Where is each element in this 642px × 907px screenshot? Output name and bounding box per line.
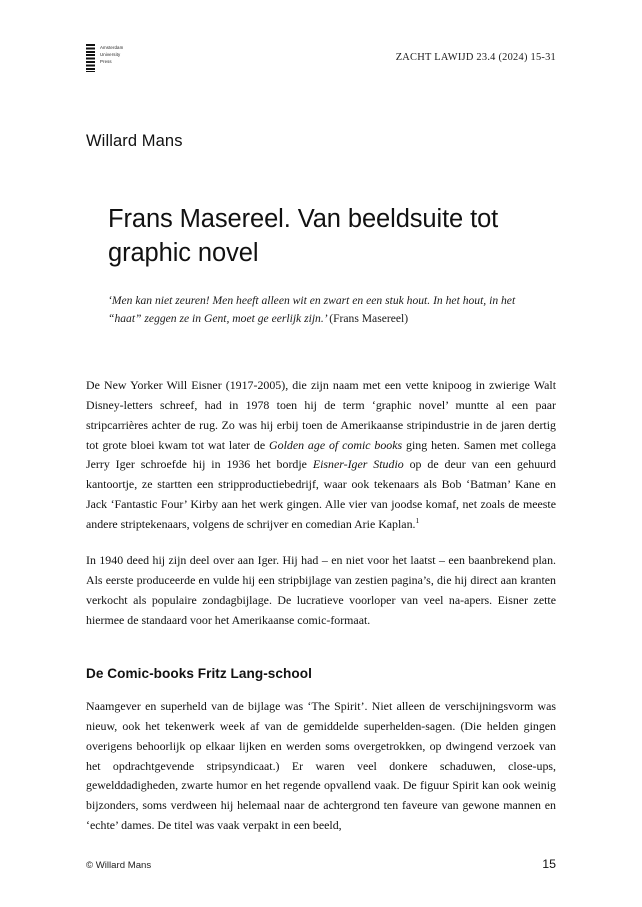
epigraph: ‘Men kan niet zeuren! Men heeft alleen wit en zwart en een stuk hout. In het hout, in het “haat” zeggen ze in Gent, moet ge eerlijk zijn.’ (Frans Masereel) bbox=[108, 294, 516, 326]
copyright-notice: © Willard Mans bbox=[86, 860, 152, 871]
body-paragraph-2: In 1940 deed hij zijn deel over aan Iger. Hij had – en niet voor het laatst – een baanbrekend plan. Als eerste produceerde en vulde hij een stripbijlage van zestien pagina’s, die hij direct aan kranten verkocht als populaire zondagbijlage. De lucratieve voorloper van veel na-apers. Eisner zette hiermee de standaard voor het Amerikaanse comic-formaat. bbox=[86, 553, 556, 627]
publisher-name bbox=[100, 44, 123, 65]
publisher-line-3: Press bbox=[100, 58, 112, 64]
footnote-marker: 1 bbox=[415, 515, 420, 525]
amsterdam-university-press-logo-icon bbox=[86, 44, 95, 72]
publisher-line-2: University bbox=[100, 51, 121, 57]
page-header bbox=[86, 44, 556, 84]
article-author: Willard Mans bbox=[86, 132, 183, 150]
article-content bbox=[86, 132, 556, 853]
paragraph-1-text: De New Yorker Will Eisner (1917-2005), die zijn naam met een vette knipoog in zwierige Walt Disney-letters schreef, had in 1978 toen hij de term ‘graphic novel’ muntte al een paar stripcarrières achter de rug. Zo was hij erbij toen de Amerikaanse stripindustrie in de jaren dertig tot grote bloei kwam tot wat later de Golden age of comic books ging heten. Samen met collega Jerry Iger schroefde hij in 1936 het bordje Eisner-Iger Studio op de deur van een gehuurd kantoortje, ze startten een stripproductiebedrijf, waar ook tekenaars als Bob ‘Batman’ Kane en Jack ‘Fantastic Four’ Kirby aan het werk gingen. Alle vier van joodse komaf, net zoals de meeste andere striptekenaars, volgens de schrijver en comedian Arie Kaplan. bbox=[86, 378, 557, 531]
body-paragraph-3: Naamgever en superheld van de bijlage was ‘The Spirit’. Niet alleen de verschijningsvorm was nieuw, ook het tekenwerk week af van de gemiddelde superhelden-sagen. (Die helden gingen overigens behoorlijk op elkaar lijken en werden soms overgetrokken, op dwingend verzoek van het opdrachtgevende stripsyndicaat.) Er waren veel donkere schaduwen, close-ups, gewelddadigheden, zwarte humor en het regende opvallend vaak. De figuur Spirit kan ook weinig bijzonders, soms verdween hij helemaal naar de achtergrond ten faveure van gewone mannen en ‘echte’ dames. De titel was vaak verpakt in een beeld, bbox=[86, 699, 556, 832]
body-paragraph-1 bbox=[86, 376, 556, 534]
page-number: 15 bbox=[542, 857, 556, 871]
page-footer bbox=[86, 857, 556, 871]
publisher-logo bbox=[86, 44, 123, 72]
title-block bbox=[108, 203, 556, 328]
running-head: ZACHT LAWIJD 23.4 (2024) 15-31 bbox=[395, 52, 556, 63]
page-title: Frans Masereel. Van beeldsuite tot graphic novel bbox=[108, 205, 499, 267]
section-heading: De Comic-books Fritz Lang-school bbox=[86, 666, 312, 682]
publisher-line-1: Amsterdam bbox=[100, 45, 124, 50]
